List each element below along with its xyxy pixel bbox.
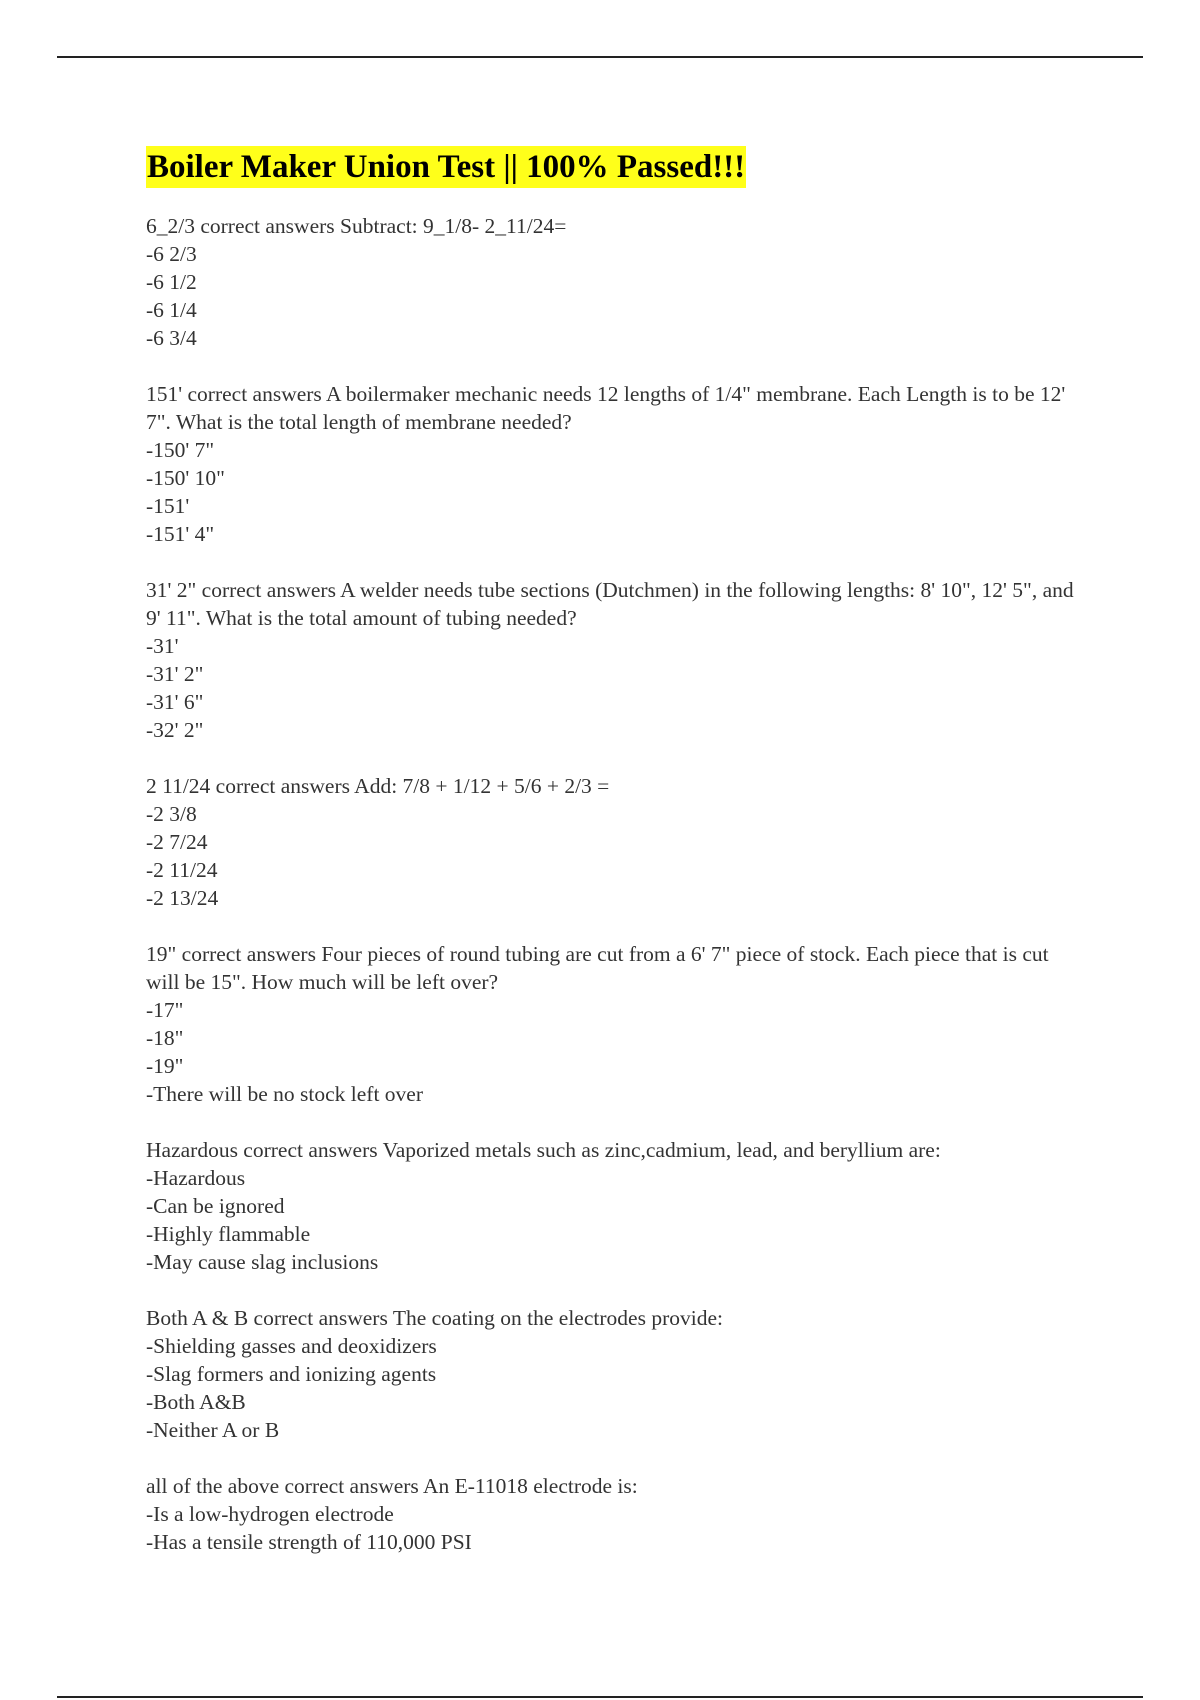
question-text: 151' correct answers A boilermaker mechanic needs 12 lengths of 1/4" membrane. Each Length is to be 12' 7". What is the total length of membrane needed?: [146, 382, 1066, 434]
answer-option: -There will be no stock left over: [146, 1082, 424, 1106]
answer-option: -31': [146, 634, 179, 658]
document-title: Boiler Maker Union Test || 100% Passed!!!: [146, 146, 746, 188]
answer-option: -2 13/24: [146, 886, 219, 910]
bottom-rule: [57, 1696, 1143, 1698]
answer-option: -151' 4": [146, 522, 215, 546]
answer-option: -31' 2": [146, 662, 204, 686]
answer-option: -2 7/24: [146, 830, 208, 854]
answer-option: -Neither A or B: [146, 1418, 280, 1442]
question-text: 19" correct answers Four pieces of round tubing are cut from a 6' 7" piece of stock. Each piece that is cut will be 15". How much will be left over?: [146, 942, 1049, 994]
question-text: Both A & B correct answers The coating on the electrodes provide:: [146, 1306, 723, 1330]
question-block: [146, 940, 1076, 1108]
answer-option: -Can be ignored: [146, 1194, 285, 1218]
answer-option: -May cause slag inclusions: [146, 1250, 379, 1274]
answer-option: -151': [146, 494, 190, 518]
answer-option: -150' 10": [146, 466, 225, 490]
answer-option: -2 11/24: [146, 858, 218, 882]
question-block: [146, 1136, 1076, 1276]
answer-option: -18": [146, 1026, 184, 1050]
answer-option: -150' 7": [146, 438, 215, 462]
answer-option: -Has a tensile strength of 110,000 PSI: [146, 1530, 472, 1554]
answer-option: -6 1/4: [146, 298, 197, 322]
answer-option: -Is a low-hydrogen electrode: [146, 1502, 394, 1526]
answer-option: -Highly flammable: [146, 1222, 311, 1246]
answer-option: -Shielding gasses and deoxidizers: [146, 1334, 437, 1358]
answer-option: -2 3/8: [146, 802, 197, 826]
question-block: [146, 380, 1076, 548]
question-text: 31' 2" correct answers A welder needs tube sections (Dutchmen) in the following lengths: 8' 10", 12' 5", and 9' 11". What is the total amount of tubing needed?: [146, 578, 1074, 630]
question-block: [146, 212, 1076, 352]
answer-option: -Slag formers and ionizing agents: [146, 1362, 437, 1386]
top-rule: [57, 56, 1143, 58]
question-list: [146, 212, 1076, 1556]
answer-option: -Both A&B: [146, 1390, 246, 1414]
question-text: 6_2/3 correct answers Subtract: 9_1/8- 2_11/24=: [146, 214, 567, 238]
answer-option: -31' 6": [146, 690, 204, 714]
answer-option: -Hazardous: [146, 1166, 246, 1190]
document-page: [146, 146, 1076, 1584]
answer-option: -19": [146, 1054, 184, 1078]
question-block: [146, 1472, 1076, 1556]
question-text: 2 11/24 correct answers Add: 7/8 + 1/12 + 5/6 + 2/3 =: [146, 774, 610, 798]
answer-option: -17": [146, 998, 184, 1022]
question-text: Hazardous correct answers Vaporized metals such as zinc,cadmium, lead, and beryllium are:: [146, 1138, 941, 1162]
answer-option: -6 1/2: [146, 270, 197, 294]
question-block: [146, 576, 1076, 744]
answer-option: -6 3/4: [146, 326, 197, 350]
question-block: [146, 1304, 1076, 1444]
question-text: all of the above correct answers An E-11018 electrode is:: [146, 1474, 638, 1498]
answer-option: -6 2/3: [146, 242, 197, 266]
question-block: [146, 772, 1076, 912]
answer-option: -32' 2": [146, 718, 204, 742]
